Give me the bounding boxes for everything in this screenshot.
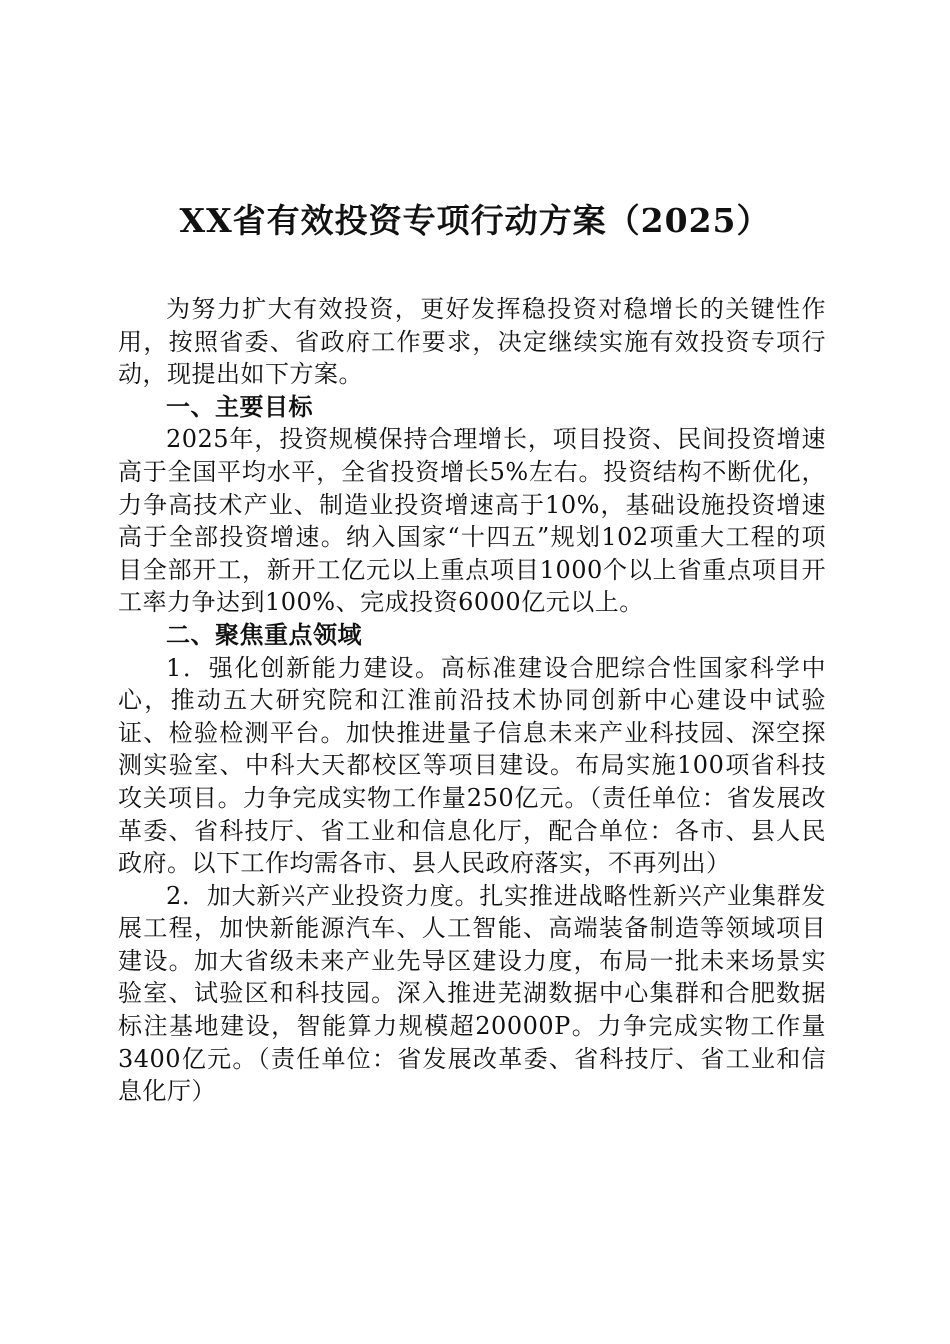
- list-item-innovation: 1．强化创新能力建设。高标准建设合肥综合性国家科学中心，推动五大研究院和江淮前沿技术协同创新中心建设中试验证、检验检测平台。加快推进量子信息未来产业科技园、深空探测实验室、中科大天都校区等项目建设。布局实施100项省科技攻关项目。力争完成实物工作量250亿元。（责任单位：省发展改革委、省科技厅、省工业和信息化厅，配合单位：各市、县人民政府。以下工作均需各市、县人民政府落实，不再列出）: [118, 653, 826, 878]
- document-title: XX省有效投资专项行动方案（2025）: [179, 201, 771, 240]
- section-heading-key-areas: 二、聚焦重点领域: [166, 620, 362, 649]
- intro-paragraph: 为努力扩大有效投资，更好发挥稳投资对稳增长的关键性作用，按照省委、省政府工作要求，决定继续实施有效投资专项行动，现提出如下方案。: [118, 295, 826, 389]
- section-paragraph-main-goals: 2025年，投资规模保持合理增长，项目投资、民间投资增速高于全国平均水平，全省投资增长5%左右。投资结构不断优化，力争高技术产业、制造业投资增速高于10%，基础设施投资增速高于全部投资增速。纳入国家“十四五”规划102项重大工程的项目全部开工，新开工亿元以上重点项目1000个以上省重点项目开工率力争达到100%、完成投资6000亿元以上。: [118, 425, 826, 617]
- section-heading-main-goals: 一、主要目标: [166, 392, 313, 421]
- document-body: [118, 293, 826, 1108]
- list-item-emerging-industries: 2．加大新兴产业投资力度。扎实推进战略性新兴产业集群发展工程，加快新能源汽车、人工智能、高端装备制造等领域项目建设。加大省级未来产业先导区建设力度，布局一批未来场景实验室、试验区和科技园。深入推进芜湖数据中心集群和合肥数据标注基地建设，智能算力规模超20000P。力争完成实物工作量3400亿元。（责任单位：省发展改革委、省科技厅、省工业和信息化厅）: [118, 881, 826, 1106]
